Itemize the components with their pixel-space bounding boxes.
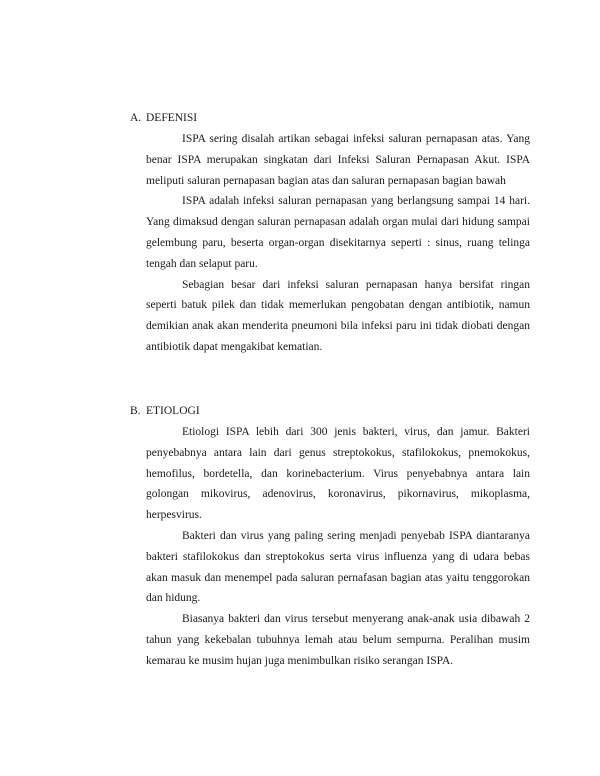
section-title: DEFENISI [146,112,198,124]
section-defenisi [130,110,530,358]
section-title: ETIOLOGI [146,405,200,417]
paragraph: Etiologi ISPA lebih dari 300 jenis bakteri, virus, dan jamur. Bakteri penyebabnya antara lain dari genus streptokokus, stafilokokus, pnemokokus, hemofilus, bordetella, dan korinebacterium. Virus penyebabnya antara lain golongan mikovirus, adenovirus, koronavirus, pikornavirus, mikoplasma, herpesvirus. [146,426,530,522]
section-letter: A. [130,112,142,124]
section-letter: B. [130,405,141,417]
section-heading [130,110,530,126]
section-etiologi [130,403,530,672]
section-heading [130,403,530,419]
paragraph: ISPA sering disalah artikan sebagai infeksi saluran pernapasan atas. Yang benar ISPA merupakan singkatan dari Infeksi Saluran Pernapasan Akut. ISPA meliputi saluran pernapasan bagian atas dan saluran pernapasan bagian bawah [146,133,530,187]
paragraph: ISPA adalah infeksi saluran pernapasan yang berlangsung sampai 14 hari. Yang dimaksud dengan saluran pernapasan adalah organ mulai dari hidung sampai gelembung paru, beserta organ-organ disekitarnya seperti : sinus, ruang telinga tengah dan selaput paru. [146,195,530,270]
paragraph: Bakteri dan virus yang paling sering menjadi penyebab ISPA diantaranya bakteri stafilokokus dan streptokokus serta virus influenza yang di udara bebas akan masuk dan menempel pada saluran pernafasan bagian atas yaitu tenggorokan dan hidung. [146,529,530,605]
paragraph: Sebagian besar dari infeksi saluran pernapasan hanya bersifat ringan seperti batuk pilek dan tidak memerlukan pengobatan dengan antibiotik, namun demikian anak akan menderita pneumoni bila infeksi paru ini tidak diobati dengan antibiotik dapat mengakibat kematian. [146,278,530,353]
paragraph: Biasanya bakteri dan virus tersebut menyerang anak-anak usia dibawah 2 tahun yang kekebalan tubuhnya lemah atau belum sempurna. Peralihan musim kemarau ke musim hujan juga menimbulkan risiko serangan ISPA. [146,613,530,667]
